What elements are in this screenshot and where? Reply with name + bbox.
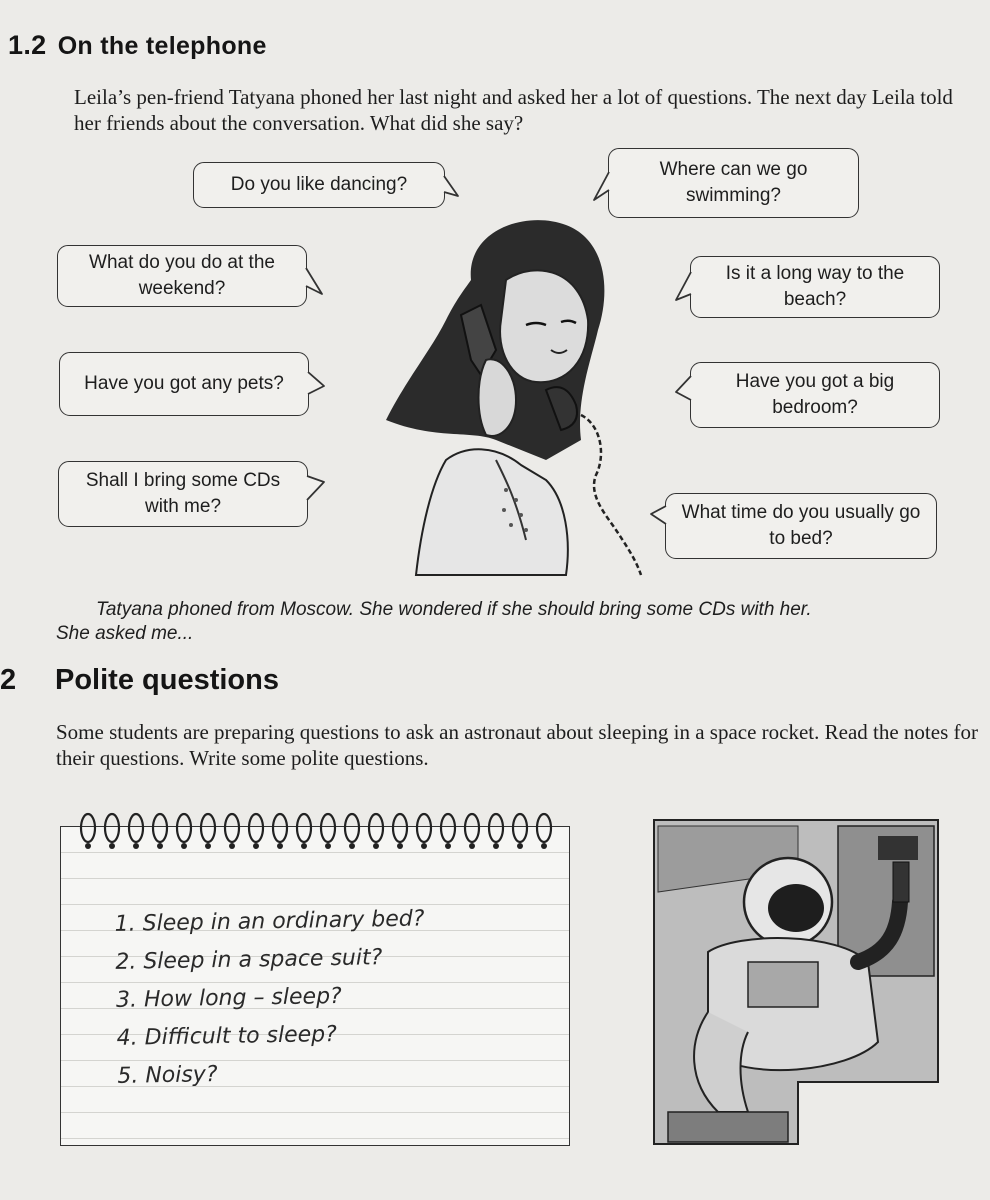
section-1-intro: Leila’s pen-friend Tatyana phoned her last night and asked her a lot of questions. The next day Leila told her friends about the conversation. What did she say? <box>74 85 953 135</box>
section-1-heading <box>8 30 267 61</box>
bubble-bedtime-text: What time do you usually go to bed? <box>681 502 921 549</box>
section-2-number: 2 <box>0 664 17 696</box>
bubble-beach-text: Is it a long way to the beach? <box>725 263 905 310</box>
note-item: 5. Noisy? <box>117 1062 218 1089</box>
example-line-1: Tatyana phoned from Moscow. She wondered if she should bring some CDs with her. <box>96 599 812 620</box>
bubble-swimming <box>608 148 859 218</box>
bubble-swimming-text: Where can we go swimming? <box>659 159 808 206</box>
bubble-dancing: Do you like dancing? <box>193 162 445 208</box>
spiral-binding-icon <box>76 806 556 854</box>
note-item: 2. Sleep in a space suit? <box>115 945 383 975</box>
note-item: 1. Sleep in an ordinary bed? <box>114 906 425 937</box>
bubble-cds-text: Shall I bring some CDs with me? <box>85 470 281 517</box>
bubble-bedroom-text: Have you got a big bedroom? <box>735 371 895 418</box>
bubble-bedtime <box>665 493 937 559</box>
bubble-cds <box>58 461 308 527</box>
note-item: 3. How long – sleep? <box>115 983 342 1013</box>
bubble-bedroom <box>690 362 940 428</box>
section-2-heading <box>0 664 279 697</box>
astronaut-illustration <box>648 812 944 1152</box>
section-2-title: Polite questions <box>55 664 279 696</box>
girl-on-telephone-illustration <box>376 210 666 580</box>
section-2-intro: Some students are preparing questions to ask an astronaut about sleeping in a space rocket. Read the notes for their questions. Write some polite questions. <box>56 720 978 770</box>
example-answer <box>56 598 986 646</box>
bubble-weekend <box>57 245 307 307</box>
bubble-weekend-text: What do you do at the weekend? <box>89 252 275 299</box>
bubble-beach <box>690 256 940 318</box>
example-line-2: She asked me... <box>56 623 194 644</box>
bubble-pets-text: Have you got any pets? <box>84 373 284 394</box>
notebook-notes <box>114 898 557 1096</box>
section-1-title: On the telephone <box>57 32 267 60</box>
note-item: 4. Difficult to sleep? <box>116 1021 338 1051</box>
section-1-number: 1.2 <box>8 30 47 60</box>
bubble-pets <box>59 352 309 416</box>
